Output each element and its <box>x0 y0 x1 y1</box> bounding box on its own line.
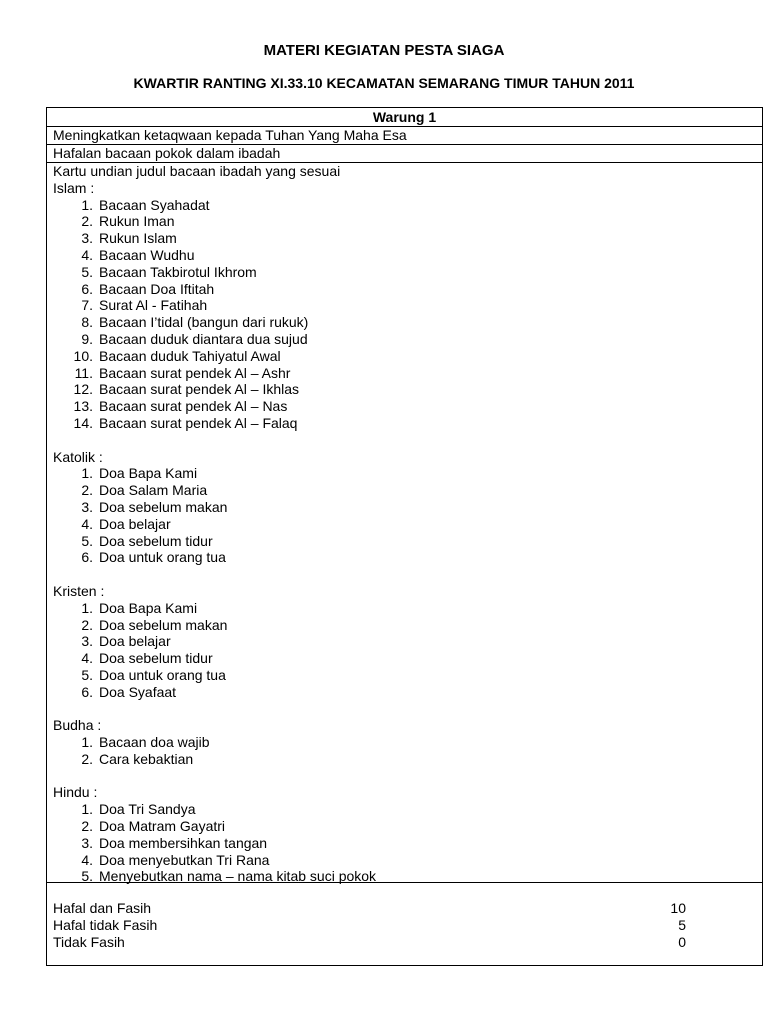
list-item-number: 3. <box>81 633 93 650</box>
list-item-number: 5. <box>81 532 93 549</box>
list-item-text: Doa sebelum tidur <box>99 532 213 549</box>
list-item-number: 2. <box>81 818 93 835</box>
list-item-number: 5. <box>81 666 93 683</box>
list-item-text: Bacaan surat pendek Al – Falaq <box>99 414 298 431</box>
list-item-number: 5. <box>81 868 93 885</box>
group-heading: Kristen : <box>53 582 105 599</box>
group-spacer <box>53 566 762 583</box>
list-item <box>53 281 762 298</box>
list-item <box>53 398 762 415</box>
group-spacer <box>53 701 762 718</box>
list-item-number: 3. <box>81 230 93 247</box>
list-item-text: Doa Syafaat <box>99 683 177 700</box>
list-item-text: Bacaan surat pendek Al – Ashr <box>99 364 291 381</box>
list-item-text: Bacaan duduk diantara dua sujud <box>99 330 308 347</box>
list-item-number: 2. <box>81 482 93 499</box>
list-item <box>53 264 762 281</box>
score-label: Tidak Fasih <box>53 934 125 950</box>
list-item-number: 4. <box>81 851 93 868</box>
score-value: 5 <box>678 917 686 933</box>
list-item <box>53 684 762 701</box>
list-item <box>53 734 762 751</box>
list-item-text: Rukun Islam <box>99 230 177 247</box>
list-item <box>53 482 762 499</box>
list-item <box>53 230 762 247</box>
list-item-number: 8. <box>81 314 93 331</box>
list-item-text: Menyebutkan nama – nama kitab suci pokok <box>99 868 377 885</box>
list-item-number: 9. <box>81 330 93 347</box>
list-item <box>53 617 762 634</box>
intro-text: Kartu undian judul bacaan ibadah yang sesuai <box>53 163 341 179</box>
list-item-text: Bacaan surat pendek Al – Ikhlas <box>99 381 300 398</box>
list-item-number: 7. <box>81 297 93 314</box>
list-item-text: Doa sebelum makan <box>99 498 228 515</box>
list-item-number: 4. <box>81 515 93 532</box>
list-item-number: 6. <box>81 280 93 297</box>
score-value: 0 <box>678 934 686 950</box>
list-item-number: 13. <box>73 398 93 415</box>
score-row <box>53 917 762 934</box>
religion-groups <box>53 180 762 885</box>
list-item <box>53 314 762 331</box>
material-cell <box>47 163 762 883</box>
list-item <box>53 835 762 852</box>
list-item-text: Doa belajar <box>99 515 171 532</box>
list-item <box>53 667 762 684</box>
list-item <box>53 516 762 533</box>
list-item-text: Bacaan I’tidal (bangun dari rukuk) <box>99 314 309 331</box>
list-item-number: 1. <box>81 599 93 616</box>
list-item-text: Doa belajar <box>99 633 171 650</box>
list-item-number: 6. <box>81 549 93 566</box>
list-item <box>53 331 762 348</box>
list-item <box>53 633 762 650</box>
list-item-number: 5. <box>81 263 93 280</box>
list-item-text: Surat Al - Fatihah <box>99 297 208 314</box>
list-item-text: Doa Bapa Kami <box>99 465 198 482</box>
list-item <box>53 650 762 667</box>
score-value: 10 <box>670 900 686 916</box>
list-item <box>53 297 762 314</box>
list-item-number: 4. <box>81 246 93 263</box>
list-item <box>53 533 762 550</box>
list-item-number: 10. <box>73 347 93 364</box>
list-item-number: 1. <box>81 801 93 818</box>
list-item-text: Doa Matram Gayatri <box>99 818 226 835</box>
list-item <box>53 381 762 398</box>
list-item-text: Doa untuk orang tua <box>99 666 226 683</box>
list-item-number: 3. <box>81 834 93 851</box>
list-item-text: Doa Salam Maria <box>99 482 208 499</box>
score-row <box>53 900 762 917</box>
list-item-number: 11. <box>74 364 93 381</box>
list-item-text: Doa sebelum tidur <box>99 650 213 667</box>
group-heading: Budha : <box>53 717 102 734</box>
list-item-text: Bacaan surat pendek Al – Nas <box>99 398 288 415</box>
list-item <box>53 247 762 264</box>
list-item-number: 12. <box>73 381 93 398</box>
list-item-text: Bacaan Takbirotul Ikhrom <box>99 263 257 280</box>
list-item <box>53 549 762 566</box>
score-label: Hafal tidak Fasih <box>53 917 158 933</box>
list-item-text: Doa Tri Sandya <box>99 801 196 818</box>
list-item-text: Rukun Iman <box>99 213 175 230</box>
list-item-text: Bacaan Doa Iftitah <box>99 280 215 297</box>
group-heading: Islam : <box>53 179 95 196</box>
list-item-number: 3. <box>81 498 93 515</box>
objective-row: Meningkatkan ketaqwaan kepada Tuhan Yang Maha Esa <box>47 127 762 145</box>
activity-row: Hafalan bacaan pokok dalam ibadah <box>47 145 762 163</box>
document-title: MATERI KEGIATAN PESTA SIAGA <box>263 42 505 59</box>
list-item <box>53 465 762 482</box>
list-item-text: Doa membersihkan tangan <box>99 834 268 851</box>
list-item <box>53 499 762 516</box>
list-item-text: Bacaan duduk Tahiyatul Awal <box>99 347 281 364</box>
list-item-number: 1. <box>81 196 93 213</box>
list-item-text: Doa sebelum makan <box>99 616 228 633</box>
list-item <box>53 600 762 617</box>
list-item-number: 2. <box>81 213 93 230</box>
list-item-number: 2. <box>81 616 93 633</box>
list-item <box>53 751 762 768</box>
list-item-text: Doa Bapa Kami <box>99 599 198 616</box>
table-heading: Warung 1 <box>47 108 762 127</box>
list-item-text: Doa menyebutkan Tri Rana <box>99 851 270 868</box>
group-heading: Hindu : <box>53 784 98 801</box>
group-spacer <box>53 432 762 449</box>
list-item-number: 6. <box>81 683 93 700</box>
list-item-number: 4. <box>81 650 93 667</box>
list-item-text: Bacaan Wudhu <box>99 246 195 263</box>
list-item <box>53 365 762 382</box>
score-row <box>53 934 762 951</box>
list-item-text: Bacaan doa wajib <box>99 734 210 751</box>
list-item <box>53 415 762 432</box>
list-item-text: Cara kebaktian <box>99 750 194 767</box>
list-item <box>53 818 762 835</box>
list-item-number: 14. <box>73 414 93 431</box>
list-item <box>53 348 762 365</box>
station-table <box>46 107 763 966</box>
list-item-text: Bacaan Syahadat <box>99 196 210 213</box>
list-item-number: 2. <box>81 750 93 767</box>
list-item-text: Doa untuk orang tua <box>99 549 226 566</box>
list-item-number: 1. <box>81 465 93 482</box>
group-heading: Katolik : <box>53 448 103 465</box>
list-item <box>53 197 762 214</box>
list-item <box>53 801 762 818</box>
score-cell <box>47 883 762 965</box>
group-spacer <box>53 768 762 785</box>
document-subtitle: KWARTIR RANTING XI.33.10 KECAMATAN SEMARANG TIMUR TAHUN 2011 <box>133 75 635 91</box>
list-item <box>53 213 762 230</box>
score-list <box>53 900 762 951</box>
list-item <box>53 852 762 869</box>
list-item-number: 1. <box>81 734 93 751</box>
score-label: Hafal dan Fasih <box>53 900 152 916</box>
